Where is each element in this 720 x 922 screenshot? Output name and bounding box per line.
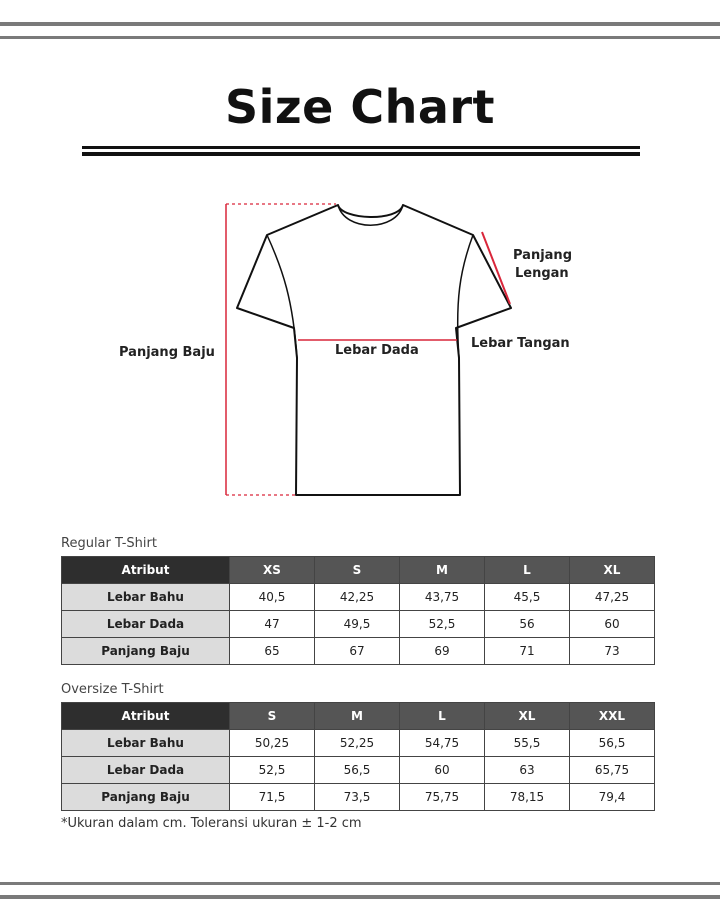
value-cell: 56,5 bbox=[570, 730, 655, 757]
value-cell: 75,75 bbox=[400, 784, 485, 811]
top-border-line bbox=[0, 22, 720, 26]
value-cell: 73,5 bbox=[315, 784, 400, 811]
value-cell: 65,75 bbox=[570, 757, 655, 784]
header-cell: L bbox=[400, 703, 485, 730]
oversize-size-table bbox=[61, 702, 655, 811]
header-cell: Atribut bbox=[62, 557, 230, 584]
value-cell: 71,5 bbox=[230, 784, 315, 811]
value-cell: 54,75 bbox=[400, 730, 485, 757]
row-label: Lebar Dada bbox=[62, 757, 230, 784]
value-cell: 60 bbox=[570, 611, 655, 638]
table-row bbox=[62, 638, 655, 665]
row-label: Lebar Dada bbox=[62, 611, 230, 638]
header-cell: XXL bbox=[570, 703, 655, 730]
top-border-line bbox=[0, 36, 720, 39]
header-cell: Atribut bbox=[62, 703, 230, 730]
value-cell: 43,75 bbox=[400, 584, 485, 611]
value-cell: 73 bbox=[570, 638, 655, 665]
value-cell: 69 bbox=[400, 638, 485, 665]
value-cell: 71 bbox=[485, 638, 570, 665]
regular-table-caption: Regular T-Shirt bbox=[61, 536, 157, 551]
table-row bbox=[62, 584, 655, 611]
header-cell: XL bbox=[485, 703, 570, 730]
label-lebar-tangan: Lebar Tangan bbox=[471, 336, 570, 351]
label-panjang-lengan-line2: Lengan bbox=[515, 266, 569, 281]
label-panjang-lengan-line1: Panjang bbox=[513, 248, 572, 263]
regular-size-table bbox=[61, 556, 655, 665]
table-row bbox=[62, 757, 655, 784]
row-label: Panjang Baju bbox=[62, 784, 230, 811]
page-title: Size Chart bbox=[224, 80, 496, 134]
value-cell: 49,5 bbox=[315, 611, 400, 638]
value-cell: 60 bbox=[400, 757, 485, 784]
value-cell: 56,5 bbox=[315, 757, 400, 784]
title-underline bbox=[82, 152, 640, 156]
tolerance-note: *Ukuran dalam cm. Toleransi ukuran ± 1-2 cm bbox=[61, 816, 362, 831]
value-cell: 52,25 bbox=[315, 730, 400, 757]
table-row bbox=[62, 611, 655, 638]
value-cell: 56 bbox=[485, 611, 570, 638]
value-cell: 47 bbox=[230, 611, 315, 638]
table-row bbox=[62, 730, 655, 757]
value-cell: 67 bbox=[315, 638, 400, 665]
value-cell: 63 bbox=[485, 757, 570, 784]
value-cell: 79,4 bbox=[570, 784, 655, 811]
header-cell: S bbox=[230, 703, 315, 730]
table-header-row bbox=[62, 703, 655, 730]
value-cell: 40,5 bbox=[230, 584, 315, 611]
value-cell: 52,5 bbox=[400, 611, 485, 638]
header-cell: XL bbox=[570, 557, 655, 584]
table-row bbox=[62, 784, 655, 811]
value-cell: 45,5 bbox=[485, 584, 570, 611]
row-label: Lebar Bahu bbox=[62, 584, 230, 611]
oversize-table-caption: Oversize T-Shirt bbox=[61, 682, 164, 697]
tshirt-diagram bbox=[0, 190, 720, 510]
value-cell: 55,5 bbox=[485, 730, 570, 757]
value-cell: 78,15 bbox=[485, 784, 570, 811]
header-cell: XS bbox=[230, 557, 315, 584]
header-cell: S bbox=[315, 557, 400, 584]
value-cell: 52,5 bbox=[230, 757, 315, 784]
bottom-border-line bbox=[0, 895, 720, 899]
value-cell: 65 bbox=[230, 638, 315, 665]
header-cell: L bbox=[485, 557, 570, 584]
bottom-border-line bbox=[0, 882, 720, 885]
value-cell: 50,25 bbox=[230, 730, 315, 757]
row-label: Lebar Bahu bbox=[62, 730, 230, 757]
header-cell: M bbox=[400, 557, 485, 584]
value-cell: 47,25 bbox=[570, 584, 655, 611]
label-lebar-dada: Lebar Dada bbox=[335, 343, 419, 358]
value-cell: 42,25 bbox=[315, 584, 400, 611]
label-panjang-baju: Panjang Baju bbox=[119, 345, 215, 360]
row-label: Panjang Baju bbox=[62, 638, 230, 665]
title-underline bbox=[82, 146, 640, 149]
table-header-row bbox=[62, 557, 655, 584]
header-cell: M bbox=[315, 703, 400, 730]
